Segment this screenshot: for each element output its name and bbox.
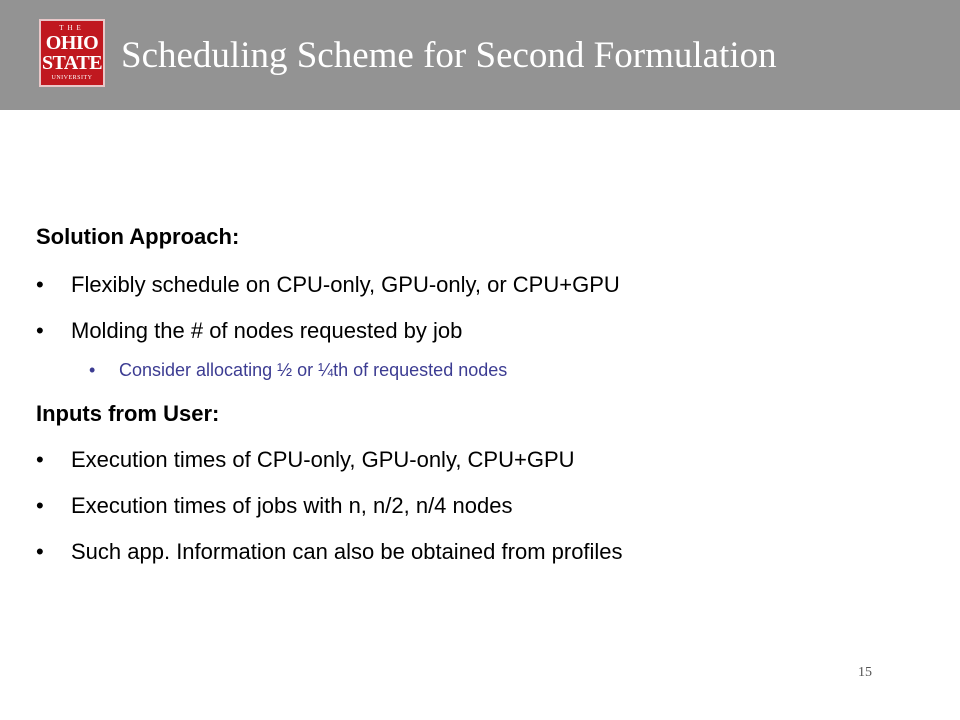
solution-approach-heading: Solution Approach: <box>36 224 240 249</box>
bullet-marker: • <box>36 539 44 564</box>
slide-title: Scheduling Scheme for Second Formulation <box>121 35 777 76</box>
bullet-marker: • <box>36 272 44 297</box>
ohio-state-logo <box>39 19 105 87</box>
page-number: 15 <box>858 665 872 680</box>
bullet-text: Flexibly schedule on CPU-only, GPU-only, or CPU+GPU <box>71 272 620 297</box>
title-bar <box>0 0 960 110</box>
bullet-marker: • <box>36 447 44 472</box>
logo-line-ohio: OHIO <box>45 32 99 54</box>
bullet-text: Execution times of CPU-only, GPU-only, CPU+GPU <box>71 447 575 472</box>
bullet-text: Such app. Information can also be obtained from profiles <box>71 539 623 564</box>
logo-line-the: THE <box>59 24 85 32</box>
bullet-marker: • <box>36 493 44 518</box>
logo-line-university: UNIVERSITY <box>51 75 93 81</box>
logo-line-state: STATE <box>41 52 103 74</box>
inputs-from-user-heading: Inputs from User: <box>36 401 220 426</box>
bullet-text: Execution times of jobs with n, n/2, n/4 nodes <box>71 493 513 518</box>
bullet-marker: • <box>36 318 44 343</box>
sub-bullet-text: Consider allocating ½ or ¼th of requested nodes <box>119 360 508 380</box>
bullet-text: Molding the # of nodes requested by job <box>71 318 463 343</box>
sub-bullet-marker: • <box>89 360 96 380</box>
